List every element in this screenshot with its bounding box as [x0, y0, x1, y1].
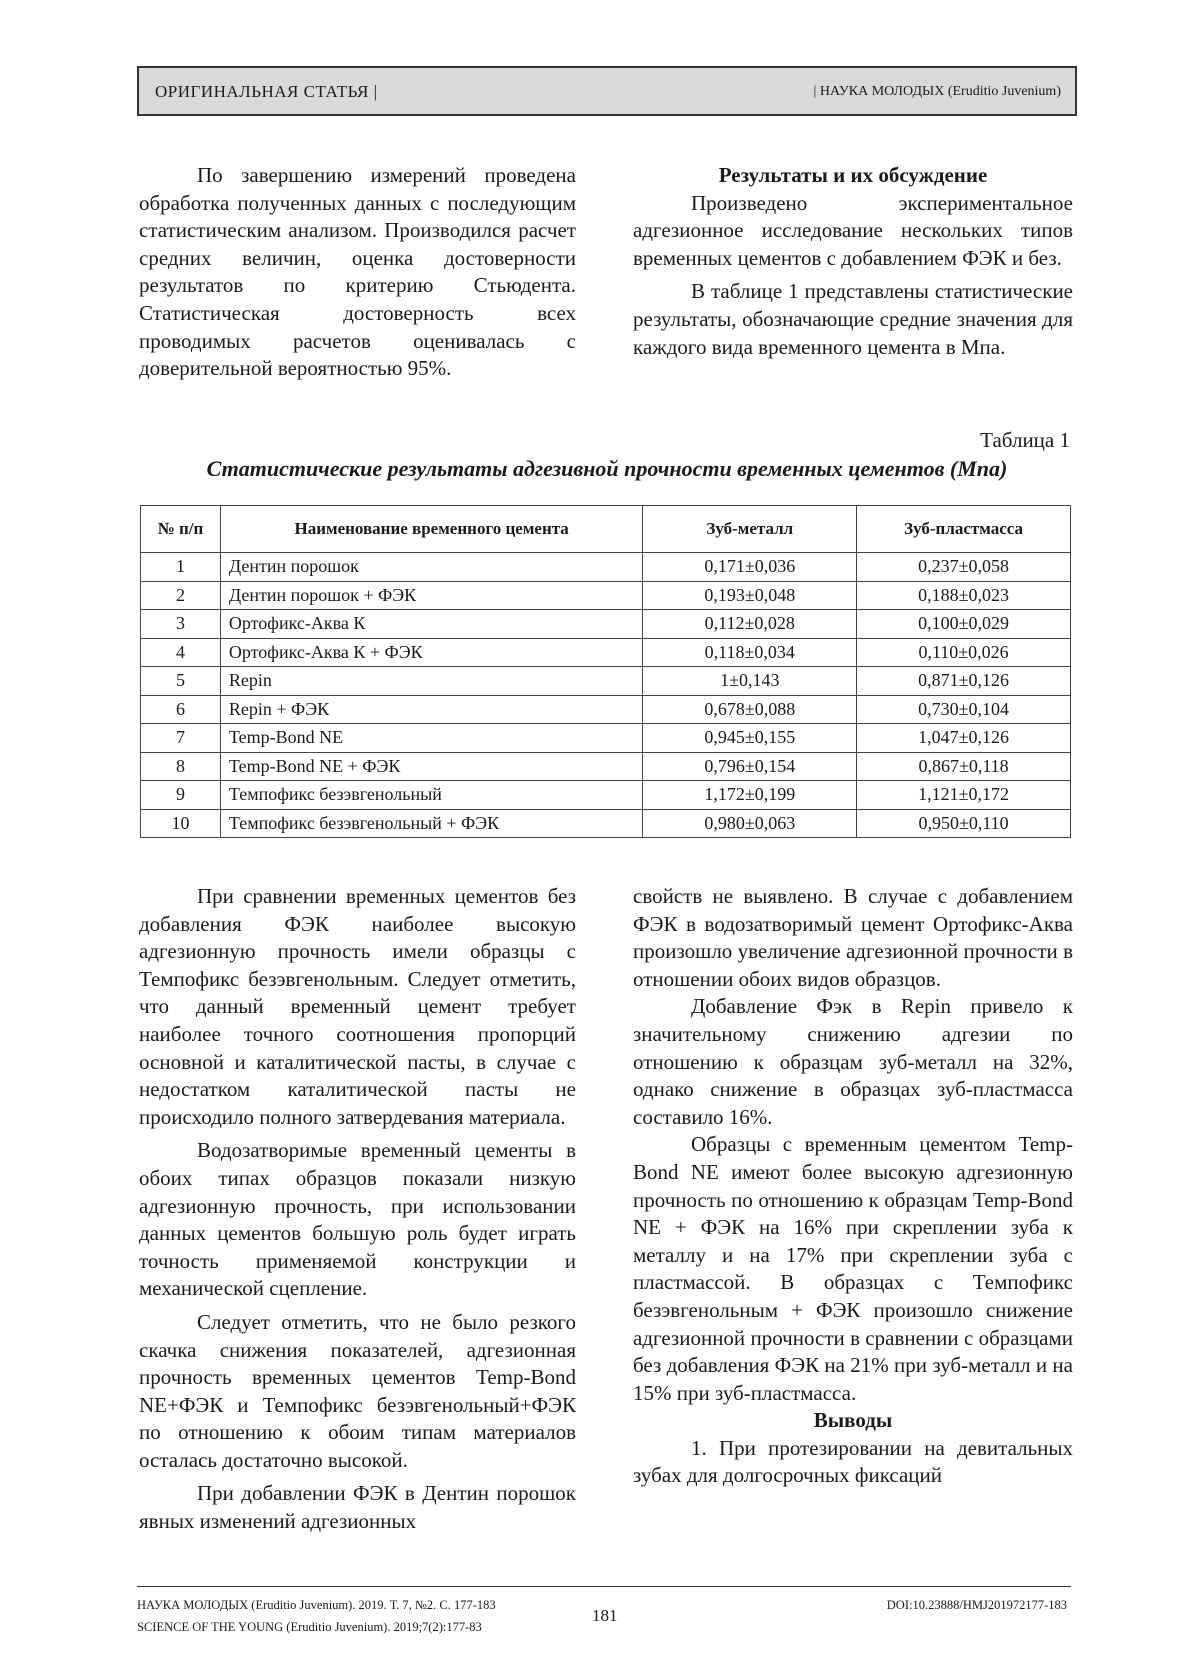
header-section-label: ОРИГИНАЛЬНАЯ СТАТЬЯ |	[155, 82, 378, 101]
table-cell: Темпофикс безэвгенольный + ФЭК	[220, 809, 642, 838]
paragraph: свойств не выявлено. В случае с добавлением ФЭК в водозатворимый цемент Ортофикс-Аква произошло увеличение адгезионной прочности в отношении обоих видов образцов.	[633, 884, 1073, 991]
table-header-row	[141, 506, 1071, 553]
table-cell: 0,980±0,063	[643, 809, 857, 838]
table-cell: 0,796±0,154	[643, 752, 857, 781]
section-heading-conclusions: Выводы	[813, 1408, 893, 1433]
table-row	[141, 781, 1071, 810]
table-row	[141, 553, 1071, 582]
column-header: Зуб-пластмасса	[857, 506, 1071, 553]
table-row	[141, 724, 1071, 753]
paragraph: По завершению измерений проведена обработка полученных данных с последующим статистическим анализом. Производился расчет средних величин, оценка достоверности результатов по критерию Стьюдента. Статистическая достоверность всех проводимых расчетов оценивалась с доверительной вероятностью 95%.	[139, 163, 576, 381]
table-cell: 4	[141, 638, 221, 667]
table-cell: 0,100±0,029	[857, 610, 1071, 639]
paragraph: Образцы с временным цементом Temp-Bond NE имеют более высокую адгезионную прочность по отношению к образцам Temp-Bond NE + ФЭК на 16% при скреплении зуба к металлу и на 17% при скреплении зуба с пластмассой. В образцах с Темпофикс безэвгенольным + ФЭК произошло снижение адгезионной прочности в сравнении с образцами без добавления ФЭК на 21% при зуб-металл и на 15% при зуб-пластмасса.	[633, 1132, 1073, 1405]
table-cell: 0,871±0,126	[857, 667, 1071, 696]
paragraph: Следует отметить, что не было резкого скачка снижения показателей, адгезионная прочность временных цементов Temp-Bond NE+ФЭК и Темпофикс безэвгенольный+ФЭК по отношению к обоим типам материалов осталась достаточно высокой.	[139, 1309, 576, 1472]
table-row	[141, 667, 1071, 696]
table-cell: 0,193±0,048	[643, 581, 857, 610]
table-cell: Temp-Bond NE	[220, 724, 642, 753]
table-row	[141, 809, 1071, 838]
table-cell: 0,945±0,155	[643, 724, 857, 753]
footer-divider	[137, 1586, 1071, 1587]
paragraph: Водозатворимые временный цементы в обоих типах образцов показали низкую адгезионную прочность, при использовании данных цементов большую роль будет играть точность применяемой конструкции и механической сцепление.	[139, 1138, 576, 1301]
table-row	[141, 610, 1071, 639]
table-cell: Ортофикс-Аква К	[220, 610, 642, 639]
table-cell: 0,950±0,110	[857, 809, 1071, 838]
table-cell: 6	[141, 695, 221, 724]
table-cell: 9	[141, 781, 221, 810]
paragraph: В таблице 1 представлены статистические результаты, обозначающие средние значения для каждого вида временного цемента в Мпа.	[633, 279, 1073, 359]
table-cell: 1±0,143	[643, 667, 857, 696]
footer-citation-en: SCIENCE OF THE YOUNG (Eruditio Juvenium). 2019;7(2):177-83	[137, 1620, 482, 1634]
table-cell: 2	[141, 581, 221, 610]
table-cell: 0,118±0,034	[643, 638, 857, 667]
table-cell: 8	[141, 752, 221, 781]
table-cell: 0,188±0,023	[857, 581, 1071, 610]
table-cell: Дентин порошок	[220, 553, 642, 582]
table-cell: Темпофикс безэвгенольный	[220, 781, 642, 810]
table-row	[141, 752, 1071, 781]
table-cell: 3	[141, 610, 221, 639]
section-heading-results: Результаты и их обсуждение	[718, 163, 988, 187]
table-cell: 1,172±0,199	[643, 781, 857, 810]
table-cell: 10	[141, 809, 221, 838]
table-cell: 7	[141, 724, 221, 753]
table-cell: 0,171±0,036	[643, 553, 857, 582]
table-number: Таблица 1	[980, 428, 1070, 452]
table-cell: 0,678±0,088	[643, 695, 857, 724]
paragraph: Добавление Фэк в Repin привело к значительному снижению адгезии по отношению к образцам зуб-металл на 32%, однако снижение в образцах зуб-пластмасса составило 16%.	[633, 994, 1073, 1129]
running-header	[137, 66, 1077, 116]
table-row	[141, 695, 1071, 724]
table-cell: 0,730±0,104	[857, 695, 1071, 724]
bottom-right-column	[633, 883, 1073, 1490]
paragraph: Произведено экспериментальное адгезионное исследование нескольких типов временных цементов с добавлением ФЭК и без.	[633, 190, 1073, 270]
table-cell: 1,047±0,126	[857, 724, 1071, 753]
footer-doi: DOI:10.23888/HMJ201972177-183	[886, 1598, 1067, 1612]
column-header: Зуб-металл	[643, 506, 857, 553]
paragraph: При сравнении временных цементов без добавления ФЭК наиболее высокую адгезионную прочность имели образцы с Темпофикс безэвгенольным. Следует отметить, что данный временный цемент требует наиболее точного соотношения пропорций основной и каталитической пасты, в случае с недостатком каталитической пасты не происходило полного затвердевания материала.	[139, 884, 576, 1129]
page-number: 181	[592, 1606, 618, 1625]
paragraph: При добавлении ФЭК в Дентин порошок явных изменений адгезионных	[139, 1481, 576, 1534]
table-cell: Repin + ФЭК	[220, 695, 642, 724]
table-cell: Дентин порошок + ФЭК	[220, 581, 642, 610]
results-table	[140, 505, 1071, 838]
table-cell: Ортофикс-Аква К + ФЭК	[220, 638, 642, 667]
table-row	[141, 638, 1071, 667]
table-cell: 1	[141, 553, 221, 582]
table-caption: Статистические результаты адгезивной прочности временных цементов (Мпа)	[206, 456, 1008, 481]
table-cell: Repin	[220, 667, 642, 696]
table-cell: 0,237±0,058	[857, 553, 1071, 582]
table-cell: Temp-Bond NE + ФЭК	[220, 752, 642, 781]
table-row	[141, 581, 1071, 610]
column-header: № п/п	[141, 506, 221, 553]
footer-citation-ru: НАУКА МОЛОДЫХ (Eruditio Juvenium). 2019. Т. 7, №2. С. 177-183	[137, 1598, 496, 1612]
paragraph: 1. При протезировании на девитальных зубах для долгосрочных фиксаций	[633, 1435, 1073, 1488]
table-cell: 1,121±0,172	[857, 781, 1071, 810]
table-cell: 5	[141, 667, 221, 696]
top-left-column	[139, 162, 576, 383]
table-cell: 0,112±0,028	[643, 610, 857, 639]
table-cell: 0,867±0,118	[857, 752, 1071, 781]
table-cell: 0,110±0,026	[857, 638, 1071, 667]
bottom-left-column	[139, 883, 576, 1536]
column-header: Наименование временного цемента	[220, 506, 642, 553]
top-right-column	[633, 162, 1073, 361]
header-journal-name: | НАУКА МОЛОДЫХ (Eruditio Juvenium)	[813, 84, 1061, 99]
